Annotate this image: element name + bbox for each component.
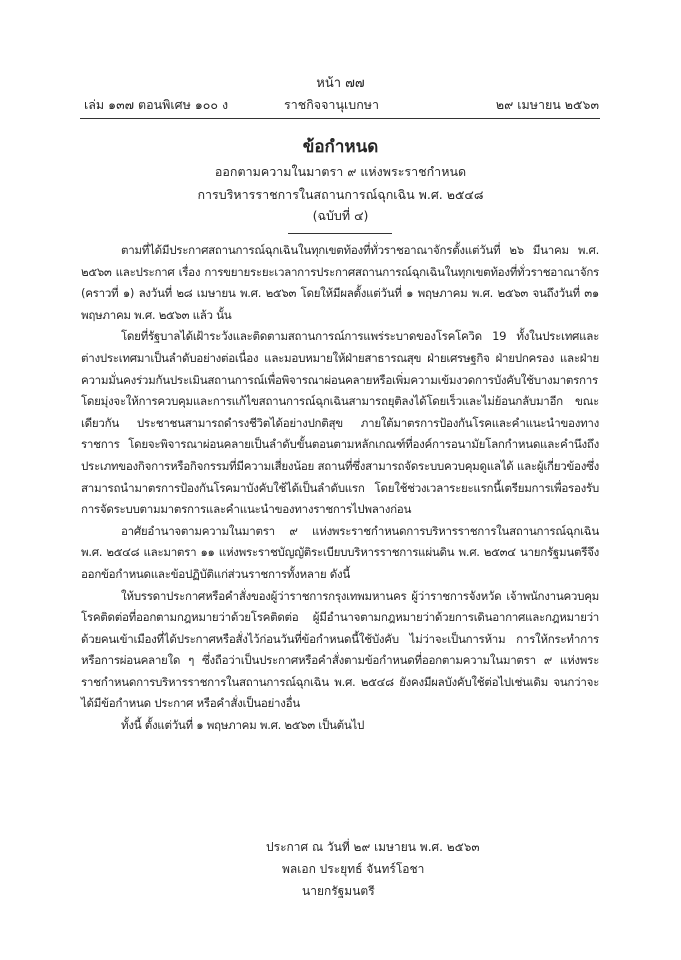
- issue-date: ๒๙ เมษายน ๒๕๖๓: [495, 97, 599, 112]
- volume-info: เล่ม ๑๓๗ ตอนพิเศษ ๑๐๐ ง: [84, 97, 229, 112]
- document-body: [81, 240, 599, 737]
- subtitle-line-1: ออกตามความในมาตรา ๙ แห่งพระราชกำหนด: [214, 164, 467, 179]
- document-title: ข้อกำหนด: [302, 137, 379, 157]
- signatory-position: นายกรัฐมนตรี: [302, 884, 375, 898]
- announcement-date: ประกาศ ณ วันที่ ๒๙ เมษายน พ.ศ. ๒๕๖๓: [266, 840, 480, 854]
- paragraph-provision: ให้บรรดาประกาศหรือคำสั่งของผู้ว่าราชการกรุงเทพมหานคร ผู้ว่าราชการจังหวัด เจ้าพนักงานควบคุมโรคติดต่อที่ออกตามกฎหมายว่าด้วยโรคติดต่อ ผู้มีอำนาจตามกฎหมายว่าด้วยการเดินอากาศและกฎหมายว่าด้วยคนเข้าเมืองที่ได้ประกาศหรือสั่งไว้ก่อนวันที่ข้อกำหนดนี้ใช้บังคับ ไม่ว่าจะเป็นการห้าม การให้กระทำการ หรือการผ่อนคลายใด ๆ ซึ่งถือว่าเป็นประกาศหรือคำสั่งตามข้อกำหนดที่ออกตามความในมาตรา ๙ แห่งพระราชกำหนดการบริหารราชการในสถานการณ์ฉุกเฉิน พ.ศ. ๒๕๔๘ ยังคงมีผลบังคับใช้ต่อไปเช่นเดิม จนกว่าจะได้มีข้อกำหนด ประกาศ หรือคำสั่งเป็นอย่างอื่น: [81, 588, 599, 711]
- signatory-name: พลเอก ประยุทธ์ จันทร์โอชา: [282, 862, 425, 876]
- title-rule: [288, 233, 392, 234]
- running-header: [84, 95, 599, 113]
- subtitle-line-2: การบริหารราชการในสถานการณ์ฉุกเฉิน พ.ศ. ๒๕๔๘: [197, 187, 484, 202]
- header-rule: [80, 118, 600, 119]
- paragraph-preamble: ตามที่ได้มีประกาศสถานการณ์ฉุกเฉินในทุกเขตท้องที่ทั่วราชอาณาจักรตั้งแต่วันที่ ๒๖ มีนาคม พ.ศ. ๒๕๖๓ และประกาศ เรื่อง การขยายระยะเวลาการประกาศสถานการณ์ฉุกเฉินในทุกเขตท้องที่ทั่วราชอาณาจักร (คราวที่ ๑) ลงวันที่ ๒๘ เมษายน พ.ศ. ๒๕๖๓ โดยให้มีผลตั้งแต่วันที่ ๑ พฤษภาคม พ.ศ. ๒๕๖๓ จนถึงวันที่ ๓๑ พฤษภาคม พ.ศ. ๒๕๖๓ แล้ว นั้น: [81, 243, 599, 322]
- page-number: หน้า ๗๗: [316, 76, 365, 91]
- paragraph-effective-date: ทั้งนี้ ตั้งแต่วันที่ ๑ พฤษภาคม พ.ศ. ๒๕๖๓ เป็นต้นไป: [121, 718, 365, 733]
- paragraph-authority: อาศัยอำนาจตามความในมาตรา ๙ แห่งพระราชกำหนดการบริหารราชการในสถานการณ์ฉุกเฉิน พ.ศ. ๒๕๔๘ และมาตรา ๑๑ แห่งพระราชบัญญัติระเบียบบริหารราชการแผ่นดิน พ.ศ. ๒๕๓๔ นายกรัฐมนตรีจึงออกข้อกำหนดและข้อปฏิบัติแก่ส่วนราชการทั้งหลาย ดังนี้: [81, 523, 599, 581]
- subtitle-issue-number: (ฉบับที่ ๔): [312, 208, 369, 223]
- paragraph-rationale: โดยที่รัฐบาลได้เฝ้าระวังและติดตามสถานการณ์การแพร่ระบาดของโรคโควิด 19 ทั้งในประเทศและต่างประเทศมาเป็นลำดับอย่างต่อเนื่อง และมอบหมายให้ฝ่ายสาธารณสุข ฝ่ายเศรษฐกิจ ฝ่ายปกครอง และฝ่ายความมั่นคงร่วมกันประเมินสถานการณ์เพื่อพิจารณาผ่อนคลายหรือเพิ่มความเข้มงวดการบังคับใช้บางมาตรการ โดยมุ่งจะให้การควบคุมและการแก้ไขสถานการณ์ฉุกเฉินสามารถยุติลงได้โดยเร็วและไม่ย้อนกลับมาอีก ขณะเดียวกัน ประชาชนสามารถดำรงชีวิตได้อย่างปกติสุข ภายใต้มาตรการป้องกันโรคและคำแนะนำของทางราชการ โดยจะพิจารณาผ่อนคลายเป็นลำดับขั้นตอนตามหลักเกณฑ์ที่องค์การอนามัยโลกกำหนดและคำนึงถึงประเภทของกิจการหรือกิจกรรมที่มีความเสี่ยงน้อย สถานที่ซึ่งสามารถจัดระบบควบคุมดูแลได้ และผู้เกี่ยวข้องซึ่งสามารถนำมาตรการป้องกันโรคมาบังคับใช้ได้เป็นลำดับแรก โดยใช้ช่วงเวลาระยะแรกนี้เตรียมการเพื่อรองรับการจัดระบบตามมาตรการและคำแนะนำของทางราชการไปพลางก่อน: [81, 329, 599, 517]
- gazette-name: ราชกิจจานุเบกษา: [284, 97, 380, 112]
